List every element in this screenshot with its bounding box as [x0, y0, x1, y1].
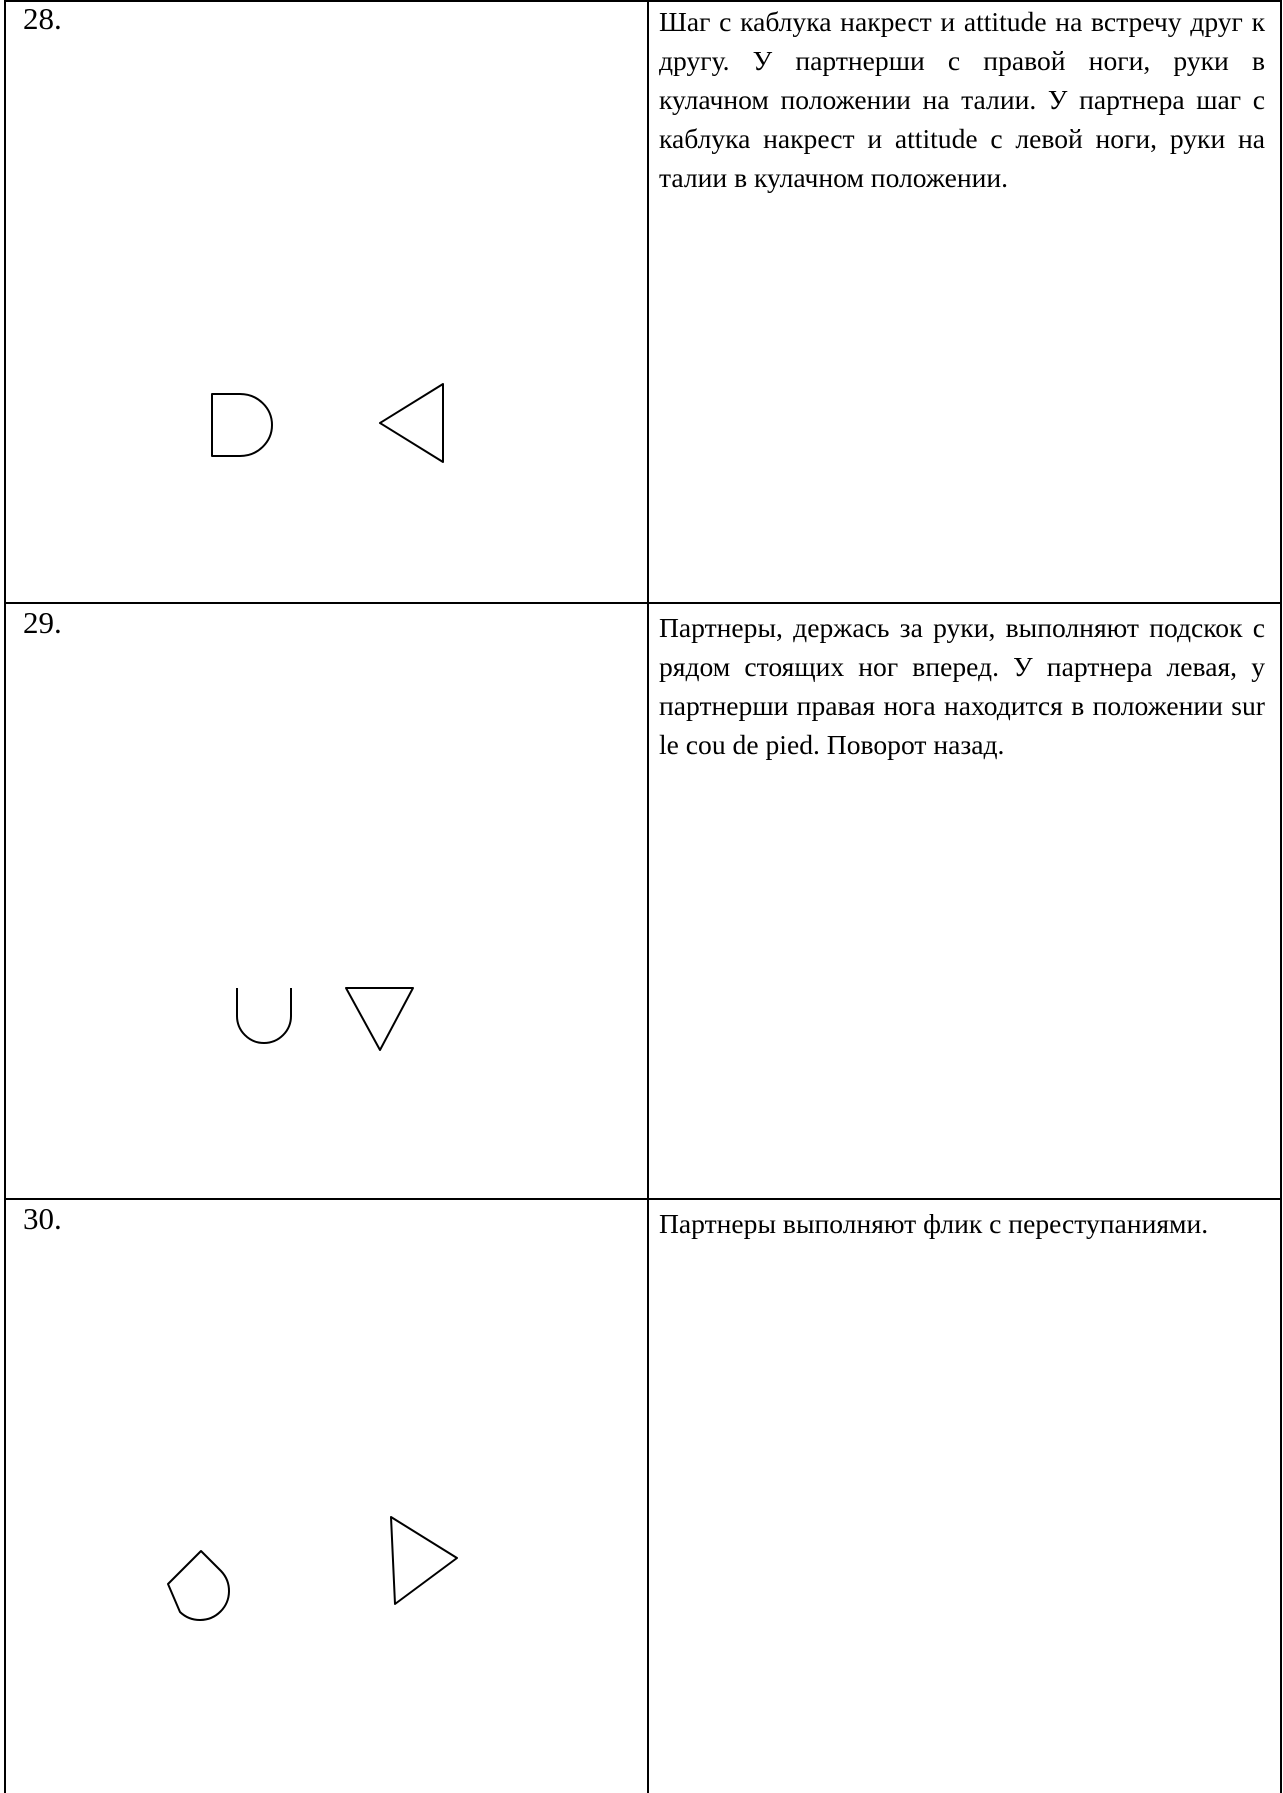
table-row-divider — [4, 602, 1282, 604]
triangle-icon — [346, 988, 413, 1050]
dance-position-diagram — [0, 1505, 650, 1655]
row-description: Партнеры, держась за руки, выполняют подскок с рядом стоящих ног вперед. У партнера левая, у партнерши правая нога находится в положении sur le cou de pied. Поворот назад. — [659, 612, 1265, 760]
triangle-icon — [391, 1517, 457, 1604]
row-number: 29. — [23, 605, 62, 640]
dance-position-diagram — [0, 380, 650, 480]
row-description: Партнеры выполняют флик с переступаниями. — [659, 1208, 1209, 1239]
d-shape-icon — [212, 394, 272, 456]
dance-position-diagram — [0, 980, 650, 1080]
row-description: Шаг с каблука накрест и attitude на встречу друг к другу. У партнерши с правой ноги, руки в кулачном положении на талии. У партнера шаг с каблука накрест и attitude с левой ноги, руки на талии в кулачном положении. — [659, 6, 1265, 193]
table-border-right — [1280, 0, 1282, 1793]
triangle-icon — [380, 384, 443, 462]
d-shape-icon — [168, 1551, 229, 1620]
d-shape-icon — [237, 988, 291, 1043]
table-row-divider — [4, 1198, 1282, 1200]
row-number: 30. — [23, 1201, 62, 1236]
row-number: 28. — [23, 1, 62, 36]
